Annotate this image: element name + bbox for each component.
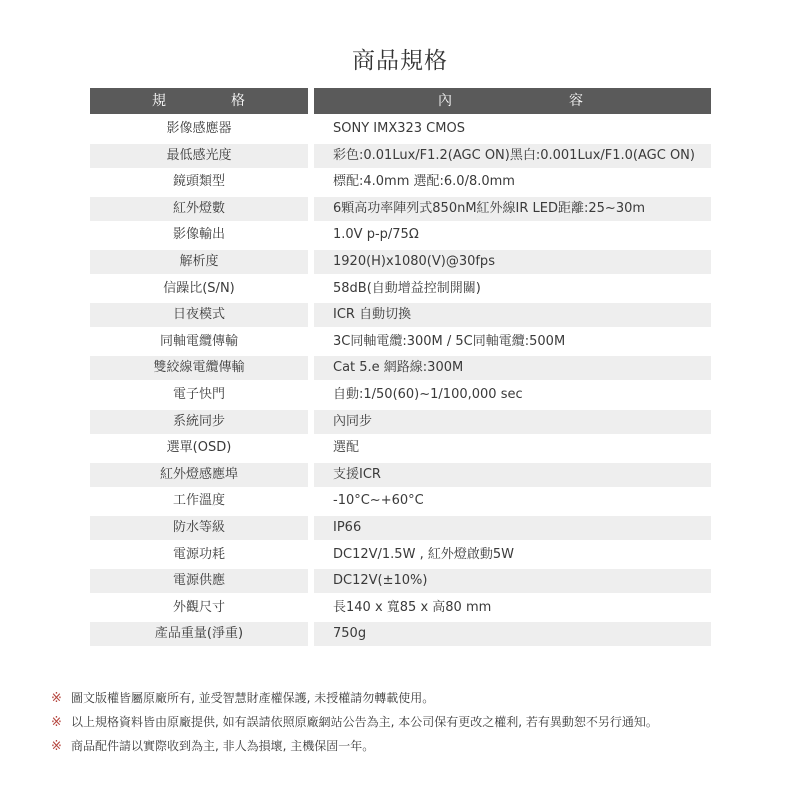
spec-value: 6顆高功率陣列式850nM紅外線IR LED距離:25~30m (314, 197, 711, 221)
note-item (51, 686, 658, 710)
spec-label: 解析度 (90, 250, 308, 274)
header-value-char-2: 容 (569, 93, 583, 109)
spec-row (90, 543, 711, 567)
spec-header-value-column (314, 88, 711, 114)
spec-row (90, 463, 711, 487)
spec-row (90, 144, 711, 168)
spec-row (90, 277, 711, 301)
spec-row (90, 410, 711, 434)
spec-table (90, 117, 711, 649)
spec-value: ICR 自動切換 (314, 303, 711, 327)
spec-label: 產品重量(淨重) (90, 622, 308, 646)
spec-value: 自動:1/50(60)~1/100,000 sec (333, 386, 523, 402)
spec-value: 58dB(自動增益控制開關) (333, 280, 481, 296)
spec-label: 工作溫度 (172, 493, 225, 509)
note-item (51, 710, 658, 734)
note-text: 以上規格資料皆由原廠提供, 如有誤請依照原廠網站公告為主, 本公司保有更改之權利, 若有異動恕不另行通知。 (71, 715, 658, 729)
spec-row (90, 383, 711, 407)
spec-value: 3C同軸電纜:300M / 5C同軸電纜:500M (333, 333, 566, 349)
spec-label: 同軸電纜傳輸 (159, 333, 238, 349)
spec-value: Cat 5.e 網路線:300M (314, 356, 711, 380)
spec-row (90, 303, 711, 327)
note-text: 圖文版權皆屬原廠所有, 並受智慧財產權保護, 未授權請勿轉載使用。 (71, 691, 435, 705)
spec-label: 信躁比(S/N) (163, 280, 235, 296)
spec-value: 支援ICR (314, 463, 711, 487)
spec-row (90, 622, 711, 646)
spec-label: 影像感應器 (166, 121, 232, 136)
spec-label: 電源供應 (90, 569, 308, 593)
spec-row (90, 170, 711, 194)
spec-label: 紅外燈感應埠 (90, 463, 308, 487)
spec-label: 紅外燈數 (90, 197, 308, 221)
note-asterisk-icon: ※ (51, 715, 62, 730)
spec-value: IP66 (314, 516, 711, 540)
page-title: 商品規格 (352, 48, 448, 74)
spec-row (90, 356, 711, 380)
spec-value: 標配:4.0mm 選配:6.0/8.0mm (333, 174, 515, 190)
spec-value: 長140 x 寬85 x 高80 mm (333, 599, 492, 615)
spec-row (90, 117, 711, 141)
spec-value: 1.0V p-p/75Ω (333, 227, 419, 243)
spec-row (90, 489, 711, 513)
header-value-char-1: 內 (438, 93, 452, 109)
spec-row (90, 596, 711, 620)
spec-value: 彩色:0.01Lux/F1.2(AGC ON)黑白:0.001Lux/F1.0(AGC ON) (314, 144, 711, 168)
spec-value: -10°C~+60°C (333, 493, 424, 509)
spec-row (90, 436, 711, 460)
spec-label: 雙絞線電纜傳輸 (90, 356, 308, 380)
spec-value: 內同步 (314, 410, 711, 434)
spec-value: SONY IMX323 CMOS (333, 121, 465, 136)
spec-value: 1920(H)x1080(V)@30fps (314, 250, 711, 274)
header-label-char-1: 規 (152, 93, 166, 109)
spec-value: 750g (314, 622, 711, 646)
spec-value: DC12V/1.5W , 紅外燈啟動5W (333, 546, 514, 562)
spec-label: 選單(OSD) (166, 440, 232, 456)
note-asterisk-icon: ※ (51, 739, 62, 754)
header-label-char-2: 格 (231, 93, 245, 109)
spec-row (90, 250, 711, 274)
spec-label: 系統同步 (90, 410, 308, 434)
spec-row (90, 223, 711, 247)
spec-label: 影像輸出 (172, 227, 225, 243)
spec-row (90, 197, 711, 221)
spec-row (90, 330, 711, 354)
spec-label: 防水等級 (90, 516, 308, 540)
spec-label: 鏡頭類型 (172, 174, 225, 190)
spec-label: 外觀尺寸 (172, 599, 225, 615)
spec-header-label-column (90, 88, 308, 114)
spec-value: 選配 (333, 440, 360, 456)
note-asterisk-icon: ※ (51, 691, 62, 706)
spec-row (90, 569, 711, 593)
spec-label: 電子快門 (172, 386, 225, 402)
spec-label: 日夜模式 (90, 303, 308, 327)
spec-label: 最低感光度 (90, 144, 308, 168)
note-text: 商品配件請以實際收到為主, 非人為損壞, 主機保固一年。 (71, 739, 375, 753)
notes-list (51, 686, 658, 758)
note-item (51, 734, 658, 758)
spec-row (90, 516, 711, 540)
spec-value: DC12V(±10%) (314, 569, 711, 593)
spec-label: 電源功耗 (172, 546, 225, 562)
